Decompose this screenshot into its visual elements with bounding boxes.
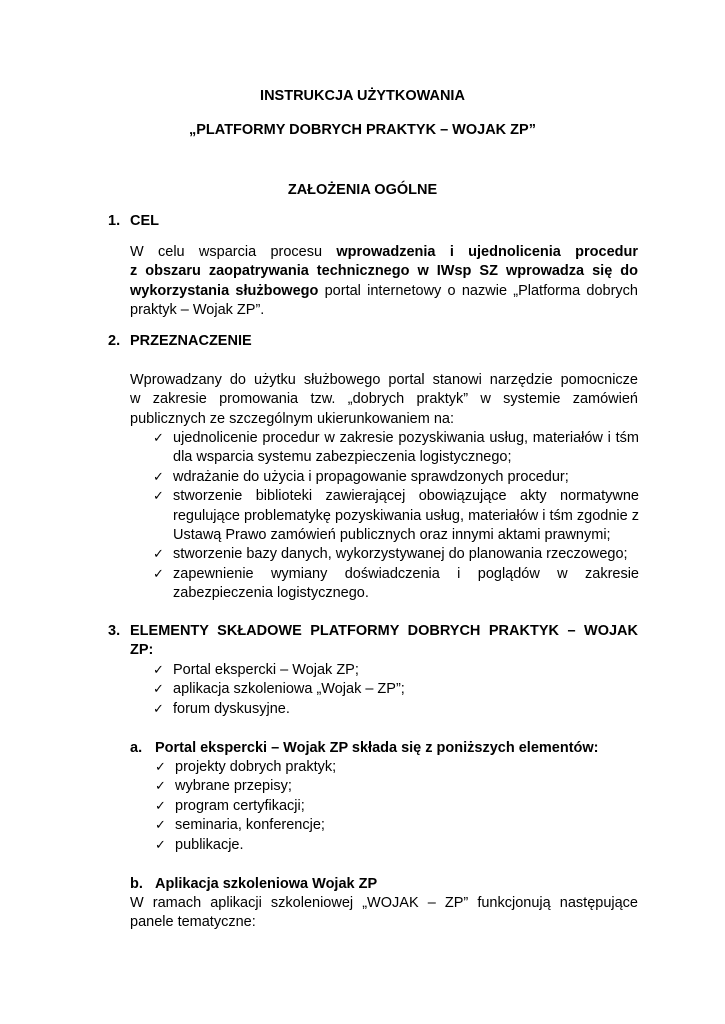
list-item-text: projekty dobrych praktyk; [175, 759, 337, 775]
check-icon: ✓ [155, 837, 166, 853]
list-item [153, 565, 639, 604]
check-icon: ✓ [153, 431, 164, 446]
text-line [130, 243, 638, 262]
section-3-checklist [153, 661, 639, 719]
list-item [153, 661, 639, 680]
check-icon: ✓ [153, 566, 164, 582]
section-2-number: 2. [108, 333, 121, 349]
list-item [155, 797, 635, 816]
section-1-number: 1. [108, 213, 121, 229]
list-item [153, 700, 639, 719]
text-line: w zakresie promowania tzw. „dobrych praktyk” w systemie zamówień [130, 391, 638, 408]
subsection-b-letter: b. [130, 876, 143, 892]
list-item-text: zapewnienie wymiany doświadczenia i poglądów w zakresie zabezpieczenia logistycznego. [173, 565, 639, 602]
list-item-text: forum dyskusyjne. [173, 700, 290, 717]
subsection-a-title: Portal ekspercki – Wojak ZP składa się z poniższych elementów: [155, 740, 599, 756]
text-line: W ramach aplikacji szkoleniowej „WOJAK – ZP” funkcjonują następujące [130, 895, 638, 911]
list-item [155, 816, 635, 835]
text-run: W celu wsparcia procesu [130, 244, 337, 260]
section-3-title [130, 622, 638, 661]
check-icon: ✓ [153, 489, 164, 505]
text-line: z obszaru zaopatrywania technicznego w IWsp SZ wprowadza się do [130, 263, 638, 280]
check-icon: ✓ [155, 818, 166, 834]
check-icon: ✓ [155, 760, 166, 775]
text-line: praktyk – Wojak ZP”. [130, 302, 265, 319]
section-2-title: PRZEZNACZENIE [130, 333, 252, 349]
text-run-bold: wykorzystania służbowego [130, 282, 319, 299]
text-line: panele tematyczne: [130, 914, 256, 931]
section-1-paragraph [130, 243, 638, 321]
check-icon: ✓ [153, 663, 164, 678]
check-icon: ✓ [153, 701, 164, 717]
check-icon: ✓ [153, 469, 164, 485]
check-icon: ✓ [155, 779, 166, 795]
list-item-text: aplikacja szkoleniowa „Wojak – ZP”; [173, 681, 405, 698]
list-item [153, 545, 639, 564]
list-item-text: stworzenie bazy danych, wykorzystywanej do planowania rzeczowego; [173, 546, 628, 563]
list-item [153, 680, 639, 699]
list-item [155, 758, 635, 777]
list-item-text: program certyfikacji; [175, 797, 305, 814]
subsection-b-title: Aplikacja szkoleniowa Wojak ZP [155, 876, 378, 892]
list-item-text: stworzenie biblioteki zawierającej obowiązujące akty normatywne regulujące problematykę pozyskiwania usług, materiałów i tśm zgodnie z Ustawą Prawo zamówień publicznych oraz innymi aktami prawnymi; [173, 488, 639, 544]
list-item-text: publikacje. [175, 836, 244, 853]
subsection-a-checklist [155, 758, 635, 855]
check-icon: ✓ [155, 798, 166, 814]
text-line: publicznych ze szczególnym ukierunkowaniem na: [130, 410, 454, 427]
section-2-checklist [153, 429, 639, 604]
text-line [130, 282, 638, 301]
section-3-number: 3. [108, 623, 121, 639]
subsection-b-paragraph [130, 894, 638, 933]
section-heading-general: ZAŁOŻENIA OGÓLNE [287, 182, 438, 198]
text-run: portal internetowy o nazwie „Platforma dobrych [318, 282, 638, 299]
check-icon: ✓ [153, 547, 164, 563]
list-item-text: seminaria, konferencje; [175, 817, 325, 834]
check-icon: ✓ [153, 682, 164, 698]
list-item [153, 429, 639, 468]
section-1-title: CEL [130, 213, 159, 229]
list-item [153, 468, 639, 487]
section-2-paragraph [130, 371, 638, 429]
text-line: Wprowadzany do użytku służbowego portal stanowi narzędzie pomocnicze [130, 372, 638, 388]
document-title: INSTRUKCJA UŻYTKOWANIA [260, 88, 465, 104]
list-item [155, 777, 635, 796]
list-item [153, 487, 639, 545]
list-item-text: ujednolicenie procedur w zakresie pozyskiwania usług, materiałów i tśm dla wsparcia systemu zabezpieczenia logistycznego; [173, 430, 639, 466]
text-run-bold: wprowadzenia i ujednolicenia procedur [336, 244, 638, 260]
document-subtitle: „PLATFORMY DOBRYCH PRAKTYK – WOJAK ZP” [189, 122, 536, 138]
list-item [155, 836, 635, 855]
subsection-a-letter: a. [130, 740, 143, 756]
list-item-text: Portal ekspercki – Wojak ZP; [173, 662, 359, 678]
text-line: ZP: [130, 642, 154, 659]
list-item-text: wdrażanie do użycia i propagowanie sprawdzonych procedur; [173, 468, 569, 485]
list-item-text: wybrane przepisy; [175, 778, 292, 795]
text-line: ELEMENTY SKŁADOWE PLATFORMY DOBRYCH PRAKTYK – WOJAK [130, 623, 638, 639]
